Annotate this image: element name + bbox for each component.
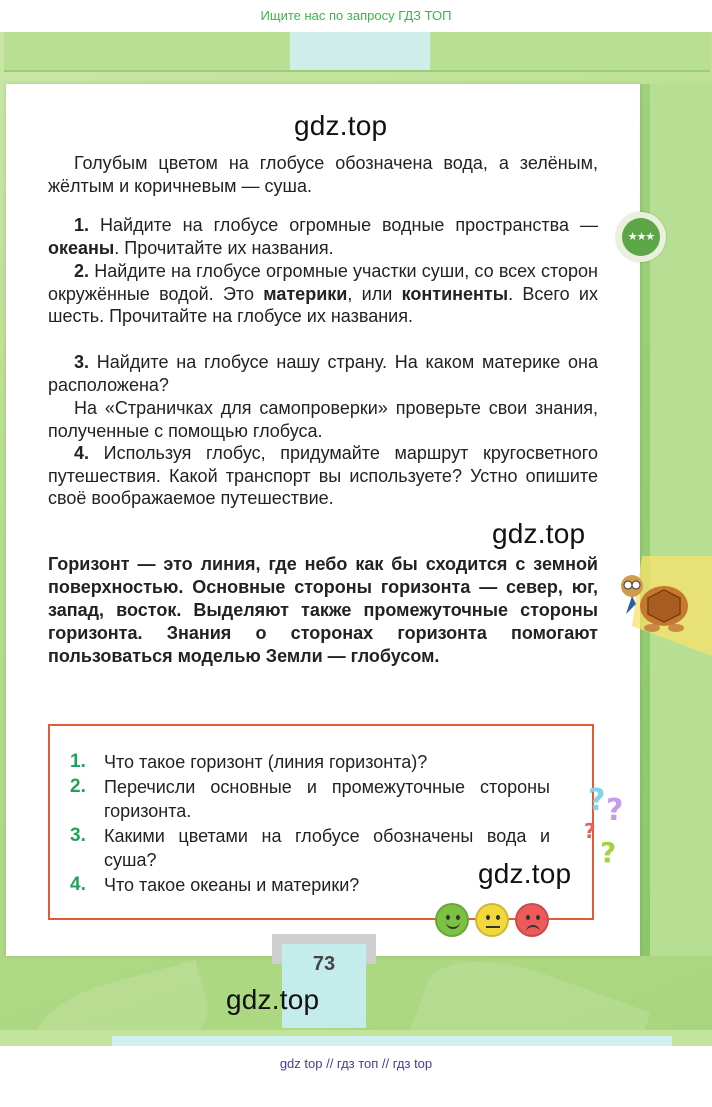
top-banner[interactable]: Ищите нас по запросу ГДЗ ТОП: [260, 8, 452, 23]
question-item: [70, 750, 550, 774]
next-page-edge: [0, 1030, 712, 1046]
watermark: gdz.top: [478, 858, 572, 889]
task-number: 2.: [74, 261, 90, 281]
task-text: . Прочитайте их названия.: [114, 237, 334, 258]
watermark: gdz.top: [492, 518, 586, 549]
term-bold: океаны: [48, 237, 115, 258]
task-1: [48, 214, 598, 259]
neutral-face-icon: [475, 903, 509, 937]
task-text: , или: [347, 283, 402, 304]
task-3: [48, 351, 598, 396]
task-number: 4.: [74, 443, 90, 463]
term-bold: материки: [263, 283, 348, 304]
footer-links[interactable]: gdz top // гдз топ // гдз top: [0, 1046, 712, 1082]
question-number: 4.: [70, 874, 86, 895]
task-text: Используя глобус, придумайте маршрут кругосветного путешествия. Какой транспорт вы используете? Устно опишите своё воображаемое путешествие.: [48, 443, 598, 508]
question-marks-icon: [580, 780, 640, 870]
task-4: [48, 442, 598, 510]
watermark: gdz.top: [226, 984, 320, 1015]
svg-text:?: ?: [588, 783, 606, 818]
task-number: 3.: [74, 352, 90, 372]
svg-text:?: ?: [606, 793, 624, 828]
intro-paragraph: Голубым цветом на глобусе обозначена вода, а зелёным, жёлтым и коричневым — суша.: [48, 153, 598, 196]
question-text: Что такое океаны и материки?: [104, 875, 360, 895]
self-check-paragraph: На «Страничках для самопроверки» проверьте свои знания, полученные с помощью глобуса.: [48, 398, 598, 441]
task-text: . Всего их шесть. Прочитайте на глобусе их названия.: [48, 283, 598, 326]
question-text: Перечисли основные и промежуточные стороны горизонта.: [104, 777, 550, 821]
sad-face-icon: [515, 903, 549, 937]
svg-text:?: ?: [584, 819, 596, 843]
question-item: [70, 775, 550, 823]
question-text: Что такое горизонт (линия горизонта)?: [104, 752, 428, 772]
question-number: 2.: [70, 776, 86, 797]
task-text: Найдите на глобусе огромные водные пространства —: [100, 215, 598, 235]
previous-page-tab: [290, 32, 430, 70]
question-number: 1.: [70, 751, 86, 772]
turtle-icon: [612, 556, 712, 656]
watermark: gdz.top: [294, 110, 388, 141]
smile-face-icon: [435, 903, 469, 937]
question-text: Какими цветами на глобусе обозначены вода и суша?: [104, 826, 550, 870]
definition-paragraph: Горизонт — это линия, где небо как бы сходится с земной поверхностью. Основные стороны горизонта — север, юг, запад, восток. Выделяют также промежуточные стороны горизонта. Знания о сторонах горизонта помогают пользоваться моделью Земли — глобусом.: [48, 554, 598, 666]
task-text: Найдите на глобусе огромные участки суши, со всех сторон окружённые водой. Это: [48, 261, 598, 304]
task-number: 1.: [74, 215, 90, 235]
svg-text:?: ?: [600, 836, 617, 869]
term-bold: континенты: [401, 283, 509, 304]
questions-box: [48, 724, 594, 920]
page-number: 73: [312, 953, 336, 975]
task-text: Найдите на глобусе нашу страну. На каком материке она расположена?: [48, 352, 598, 395]
task-2: [48, 260, 598, 328]
medal-icon: ★★★: [616, 212, 666, 262]
question-number: 3.: [70, 825, 86, 846]
